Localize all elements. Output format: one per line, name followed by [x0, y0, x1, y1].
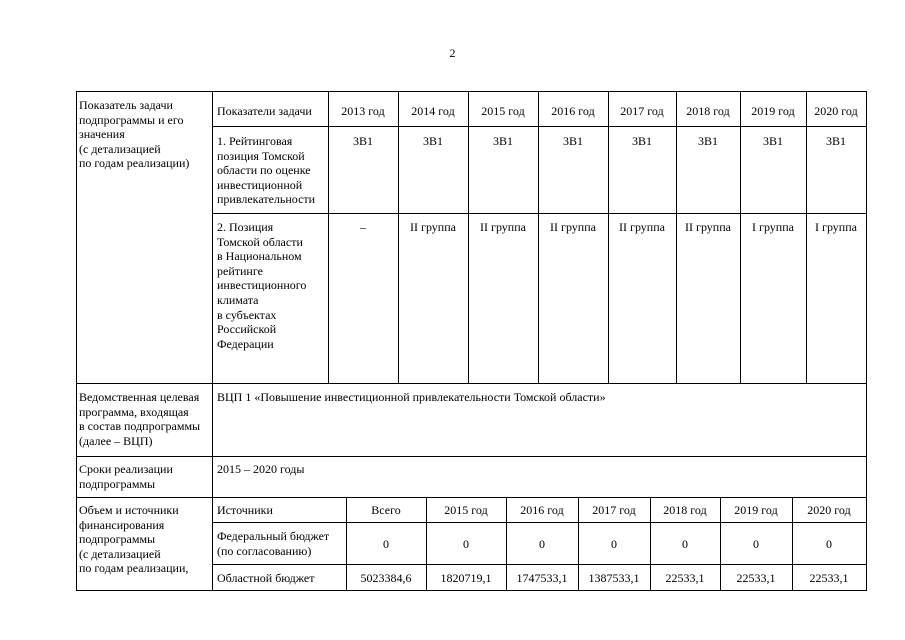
finance-block-label [79, 503, 188, 576]
finance-header-sources: Источники [217, 503, 273, 517]
text-line: по годам реализации) [79, 156, 190, 171]
text-line: по годам реализации, [79, 561, 189, 576]
year-header: 2016 год [551, 104, 595, 118]
text-line: значения [79, 127, 125, 142]
text-line: Объем и источники [79, 503, 179, 517]
grid-line [212, 126, 866, 127]
finance-value: 5023384,6 [360, 571, 412, 585]
text-line: Сроки реализации [79, 462, 173, 476]
text-line: Ведомственная целевая [79, 390, 200, 404]
indicator-value: II группа [410, 220, 456, 234]
vcp-block-label [79, 390, 200, 448]
text-line: инвестиционного [217, 278, 307, 293]
text-line: Российской [217, 322, 277, 337]
finance-value: 0 [611, 537, 617, 551]
text-line: Областной бюджет [217, 571, 315, 585]
finance-header: 2020 год [807, 503, 851, 517]
year-header: 2014 год [411, 104, 455, 118]
finance-value: 22533,1 [736, 571, 776, 585]
indicator-block-label [79, 98, 189, 171]
text-line: привлекательности [217, 192, 316, 207]
text-line: Показатель задачи [79, 98, 173, 112]
year-header: 2013 год [341, 104, 385, 118]
finance-value: 0 [682, 537, 688, 551]
finance-value: 1747533,1 [516, 571, 568, 585]
finance-header: 2015 год [444, 503, 488, 517]
grid-line [212, 522, 866, 523]
finance-source-name [217, 571, 314, 586]
text-line: (далее – ВЦП) [79, 433, 153, 448]
indicator-value: II группа [619, 220, 665, 234]
indicator-value: – [360, 220, 366, 234]
indicator-row-2-name [217, 220, 306, 351]
grid-line [212, 213, 866, 214]
text-line: программа, входящая [79, 404, 189, 419]
indicator-row-1-name [217, 134, 315, 207]
indicator-value: 3B1 [352, 134, 373, 148]
year-header: 2020 год [814, 104, 858, 118]
text-line: в Национальном [217, 249, 302, 264]
text-line: (с детализацией [79, 141, 161, 156]
finance-header: 2016 год [520, 503, 564, 517]
text-line: рейтинге [217, 263, 263, 278]
text-line: в состав подпрограммы [79, 419, 201, 434]
text-line: позиция Томской [217, 148, 305, 163]
text-line: 1. Рейтинговая [217, 134, 293, 148]
finance-value: 0 [463, 537, 469, 551]
terms-block-label [79, 462, 173, 491]
year-header: 2015 год [481, 104, 525, 118]
indicator-value: II группа [685, 220, 731, 234]
indicator-value: II группа [550, 220, 596, 234]
year-header: 2018 год [686, 104, 730, 118]
finance-header: 2017 год [592, 503, 636, 517]
year-header: 2019 год [751, 104, 795, 118]
page-number: 2 [449, 46, 456, 60]
finance-header: Всего [371, 503, 401, 517]
text-line: Федерации [217, 336, 274, 351]
finance-value: 0 [753, 537, 759, 551]
finance-value: 0 [383, 537, 389, 551]
finance-value: 22533,1 [665, 571, 705, 585]
text-line: климата [217, 292, 259, 307]
text-line: 2. Позиция [217, 220, 274, 234]
year-header: 2017 год [620, 104, 664, 118]
indicator-value: 3B1 [422, 134, 443, 148]
text-line: (с детализацией [79, 546, 161, 561]
indicator-value: 3B1 [562, 134, 583, 148]
finance-value: 1820719,1 [440, 571, 492, 585]
text-line: подпрограммы [79, 476, 156, 491]
text-line: подпрограммы [79, 532, 156, 547]
indicator-value: 3B1 [631, 134, 652, 148]
finance-value: 0 [539, 537, 545, 551]
grid-line [76, 383, 866, 384]
indicator-value: I группа [815, 220, 857, 234]
text-line: Федеральный бюджет [217, 529, 330, 543]
indicator-value: I группа [752, 220, 794, 234]
finance-header: 2019 год [734, 503, 778, 517]
finance-header: 2018 год [663, 503, 707, 517]
finance-value: 22533,1 [809, 571, 849, 585]
text-line: области по оценке [217, 163, 311, 178]
grid-line [76, 497, 866, 498]
text-line: финансирования [79, 517, 165, 532]
finance-value: 1387533,1 [588, 571, 640, 585]
finance-source-name [217, 529, 329, 558]
finance-value: 0 [826, 537, 832, 551]
text-line: Томской области [217, 234, 303, 249]
grid-line [76, 456, 866, 457]
text-line: подпрограммы и его [79, 112, 184, 127]
terms-value: 2015 – 2020 годы [217, 462, 305, 476]
indicator-value: II группа [480, 220, 526, 234]
text-line: инвестиционной [217, 177, 303, 192]
indicator-value: 3B1 [697, 134, 718, 148]
text-line: (по согласованию) [217, 543, 312, 558]
text-line: в субъектах [217, 307, 277, 322]
vcp-value: ВЦП 1 «Повышение инвестиционной привлекательности Томской области» [217, 390, 606, 404]
indicator-value: 3B1 [762, 134, 783, 148]
indicator-header-label: Показатели задачи [217, 104, 312, 118]
grid-line [212, 564, 866, 565]
indicator-value: 3B1 [825, 134, 846, 148]
grid-line [212, 91, 213, 591]
indicator-value: 3B1 [492, 134, 513, 148]
